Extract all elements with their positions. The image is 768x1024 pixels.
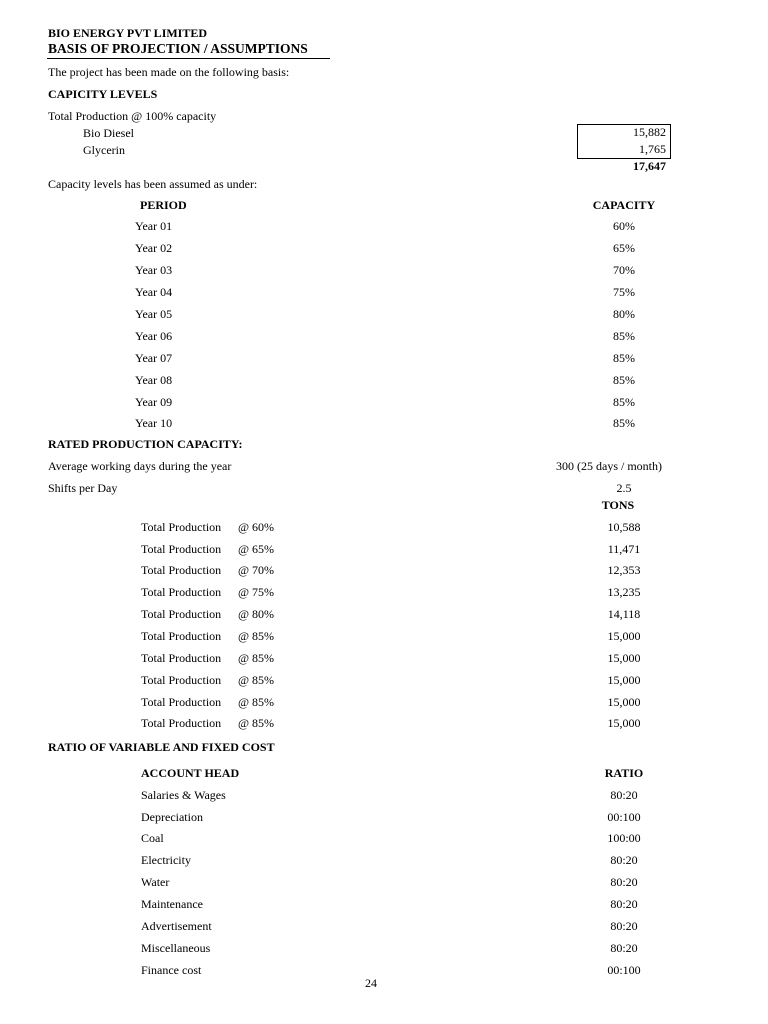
period-column-header: PERIOD [140, 198, 187, 212]
period-year: Year 08 [135, 373, 173, 387]
production-tons: 15,000 [607, 629, 641, 643]
product-name-glycerin: Glycerin [83, 143, 125, 157]
title-underline [47, 58, 330, 59]
production-label: Total Production [141, 716, 222, 730]
production-label: Total Production [141, 607, 222, 621]
production-tons: 10,588 [607, 520, 641, 534]
account-head: Miscellaneous [141, 941, 211, 955]
production-percent: @ 80% [238, 607, 275, 621]
production-label: Total Production [141, 585, 222, 599]
period-capacity: 80% [613, 307, 635, 321]
account-ratio: 80:20 [610, 941, 638, 955]
production-label: Total Production [141, 673, 222, 687]
period-capacity: 85% [613, 329, 635, 343]
capacity-assumed-text: Capacity levels has been assumed as under: [48, 177, 258, 191]
account-ratio: 80:20 [610, 919, 638, 933]
shifts-label: Shifts per Day [48, 481, 118, 495]
product-value-bio-diesel: 15,882 [633, 125, 666, 139]
tons-column-header: TONS [601, 498, 635, 512]
production-percent: @ 85% [238, 651, 275, 665]
production-percent: @ 85% [238, 673, 275, 687]
account-ratio: 00:100 [607, 810, 641, 824]
period-capacity: 75% [613, 285, 635, 299]
production-label: Total Production [141, 651, 222, 665]
period-year: Year 03 [135, 263, 173, 277]
ratio-heading: RATIO OF VARIABLE AND FIXED COST [48, 740, 275, 754]
production-label: Total Production [141, 563, 222, 577]
production-tons: 11,471 [607, 542, 641, 556]
account-head: Electricity [141, 853, 191, 867]
production-tons: 15,000 [607, 651, 641, 665]
production-percent: @ 75% [238, 585, 275, 599]
period-year: Year 10 [135, 416, 173, 430]
period-capacity: 60% [613, 219, 635, 233]
account-head: Depreciation [141, 810, 203, 824]
working-days-label: Average working days during the year [48, 459, 232, 473]
period-year: Year 05 [135, 307, 173, 321]
production-tons: 15,000 [607, 695, 641, 709]
intro-text: The project has been made on the following basis: [48, 65, 290, 79]
account-head: Maintenance [141, 897, 203, 911]
production-percent: @ 85% [238, 629, 275, 643]
account-head: Finance cost [141, 963, 202, 977]
production-label: Total Production [141, 542, 222, 556]
period-year: Year 04 [135, 285, 173, 299]
capacity-column-header: CAPACITY [592, 198, 656, 212]
product-name-bio-diesel: Bio Diesel [83, 126, 134, 140]
production-tons: 15,000 [607, 716, 641, 730]
account-ratio: 100:00 [607, 831, 641, 845]
capacity-total-value: 17,647 [633, 159, 666, 173]
period-capacity: 85% [613, 373, 635, 387]
production-tons: 12,353 [607, 563, 641, 577]
ratio-column-header: RATIO [604, 766, 644, 780]
account-ratio: 00:100 [607, 963, 641, 977]
total-production-label: Total Production @ 100% capacity [48, 109, 217, 123]
account-head: Water [141, 875, 170, 889]
production-percent: @ 65% [238, 542, 275, 556]
shifts-value: 2.5 [616, 481, 632, 495]
account-ratio: 80:20 [610, 897, 638, 911]
page-title: BASIS OF PROJECTION / ASSUMPTIONS [48, 41, 308, 56]
production-label: Total Production [141, 520, 222, 534]
period-capacity: 70% [613, 263, 635, 277]
period-year: Year 07 [135, 351, 173, 365]
production-percent: @ 70% [238, 563, 275, 577]
period-year: Year 01 [135, 219, 173, 233]
company-name: BIO ENERGY PVT LIMITED [48, 26, 208, 40]
account-head-column-header: ACCOUNT HEAD [141, 766, 240, 780]
production-tons: 15,000 [607, 673, 641, 687]
period-capacity: 85% [613, 351, 635, 365]
account-ratio: 80:20 [610, 853, 638, 867]
production-percent: @ 85% [238, 716, 275, 730]
period-year: Year 06 [135, 329, 173, 343]
production-percent: @ 60% [238, 520, 275, 534]
capacity-levels-heading: CAPICITY LEVELS [48, 87, 158, 101]
production-percent: @ 85% [238, 695, 275, 709]
account-head: Advertisement [141, 919, 212, 933]
working-days-value: 300 (25 days / month) [556, 459, 662, 473]
account-head: Salaries & Wages [141, 788, 226, 802]
production-label: Total Production [141, 695, 222, 709]
account-head: Coal [141, 831, 164, 845]
production-tons: 13,235 [607, 585, 641, 599]
product-value-glycerin: 1,765 [639, 142, 666, 156]
account-ratio: 80:20 [610, 788, 638, 802]
production-label: Total Production [141, 629, 222, 643]
account-ratio: 80:20 [610, 875, 638, 889]
page-number: 24 [365, 976, 377, 990]
period-year: Year 02 [135, 241, 173, 255]
period-capacity: 85% [613, 416, 635, 430]
rated-capacity-heading: RATED PRODUCTION CAPACITY: [48, 437, 243, 451]
period-capacity: 85% [613, 395, 635, 409]
production-tons: 14,118 [607, 607, 641, 621]
period-capacity: 65% [613, 241, 635, 255]
period-year: Year 09 [135, 395, 173, 409]
